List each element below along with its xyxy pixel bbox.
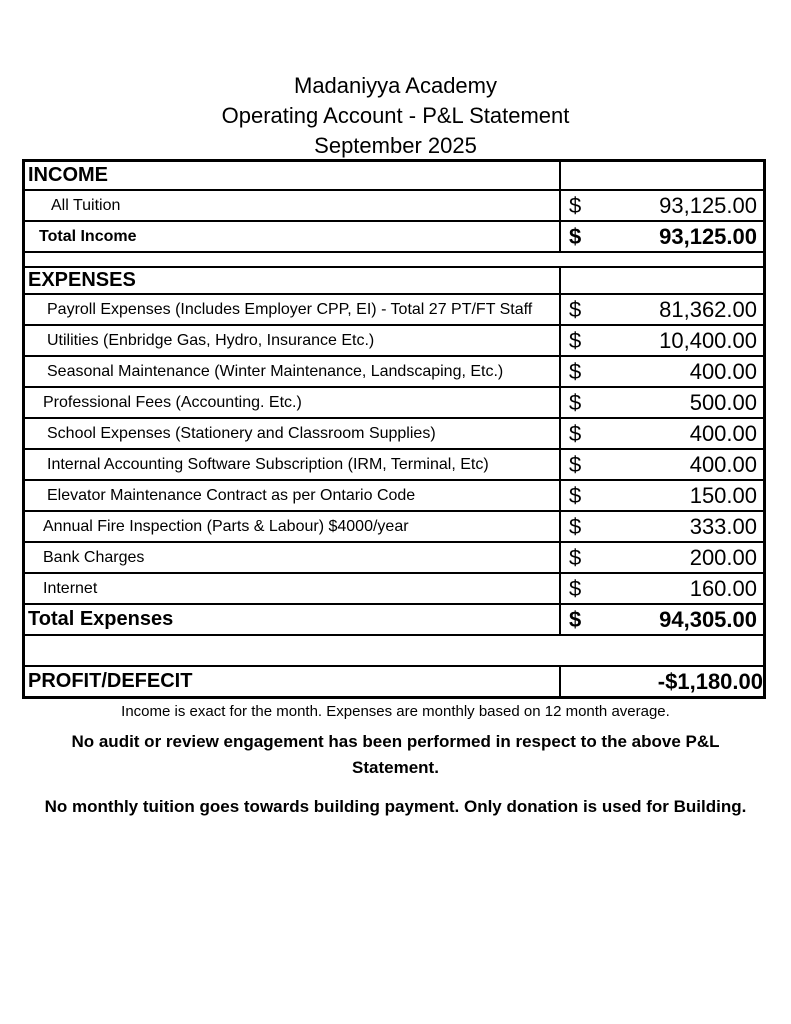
profit-row [25, 665, 763, 696]
table-row [25, 386, 763, 417]
expenses-section-header [25, 266, 763, 293]
report-period: September 2025 [314, 133, 477, 158]
table-row [25, 448, 763, 479]
table-row [25, 417, 763, 448]
table-row [25, 572, 763, 603]
line-item-label: Internal Accounting Software Subscription (IRM, Terminal, Etc) [25, 450, 561, 479]
currency-symbol: $ [569, 451, 582, 477]
total-label: Total Expenses [25, 605, 561, 634]
currency-symbol: $ [569, 327, 582, 353]
line-item-label: Bank Charges [25, 543, 561, 572]
line-item-label: Professional Fees (Accounting. Etc.) [25, 388, 561, 417]
line-item-amount: 150.00 [689, 482, 757, 508]
currency-symbol: $ [569, 223, 582, 249]
currency-symbol: $ [569, 482, 582, 508]
spacer-row [25, 634, 763, 665]
line-item-label: Seasonal Maintenance (Winter Maintenance, Landscaping, Etc.) [25, 357, 561, 386]
total-amount: 93,125.00 [659, 223, 757, 249]
line-item-amount: 93,125.00 [659, 192, 757, 218]
currency-symbol: $ [569, 192, 582, 218]
section-label: INCOME [25, 162, 561, 189]
pl-table [22, 159, 766, 699]
currency-symbol: $ [569, 296, 582, 322]
line-item-amount: 333.00 [689, 513, 757, 539]
line-item-amount: 400.00 [689, 451, 757, 477]
currency-symbol: $ [569, 575, 582, 601]
currency-symbol: $ [569, 606, 582, 632]
table-row [25, 541, 763, 572]
table-row [25, 479, 763, 510]
currency-symbol: $ [569, 544, 582, 570]
table-row [25, 324, 763, 355]
line-item-amount: 500.00 [689, 389, 757, 415]
table-row [25, 510, 763, 541]
table-row [25, 355, 763, 386]
line-item-amount: 200.00 [689, 544, 757, 570]
line-item-amount: 400.00 [689, 358, 757, 384]
line-item-label: Annual Fire Inspection (Parts & Labour) $4000/year [25, 512, 561, 541]
line-item-label: Payroll Expenses (Includes Employer CPP, EI) - Total 27 PT/FT Staff [25, 295, 561, 324]
section-label: EXPENSES [25, 268, 561, 293]
table-row [25, 293, 763, 324]
report-title: Operating Account - P&L Statement [221, 103, 570, 128]
basis-note: Income is exact for the month. Expenses are monthly based on 12 month average. [121, 703, 670, 720]
profit-label: PROFIT/DEFECIT [25, 667, 561, 696]
line-item-amount: 400.00 [689, 420, 757, 446]
line-item-label: All Tuition [25, 191, 561, 220]
report-header [0, 71, 791, 161]
currency-symbol: $ [569, 358, 582, 384]
line-item-label: School Expenses (Stationery and Classroom Supplies) [25, 419, 561, 448]
currency-symbol: $ [569, 420, 582, 446]
building-note: No monthly tuition goes towards building payment. Only donation is used for Building. [44, 797, 747, 816]
total-expenses-row [25, 603, 763, 634]
spacer-row [25, 251, 763, 266]
total-income-row [25, 220, 763, 251]
total-amount: 94,305.00 [659, 606, 757, 632]
line-item-label: Internet [25, 574, 561, 603]
line-item-label: Elevator Maintenance Contract as per Ontario Code [25, 481, 561, 510]
total-label: Total Income [25, 222, 561, 251]
table-row [25, 189, 763, 220]
line-item-amount: 160.00 [689, 575, 757, 601]
line-item-label: Utilities (Enbridge Gas, Hydro, Insurance Etc.) [25, 326, 561, 355]
income-section-header [25, 162, 763, 189]
line-item-amount: 10,400.00 [659, 327, 757, 353]
currency-symbol: $ [569, 389, 582, 415]
line-item-amount: 81,362.00 [659, 296, 757, 322]
profit-amount: -$1,180.00 [657, 668, 763, 694]
org-name: Madaniyya Academy [294, 73, 497, 98]
audit-disclaimer: No audit or review engagement has been performed in respect to the above P&L Statement. [71, 732, 720, 777]
currency-symbol: $ [569, 513, 582, 539]
